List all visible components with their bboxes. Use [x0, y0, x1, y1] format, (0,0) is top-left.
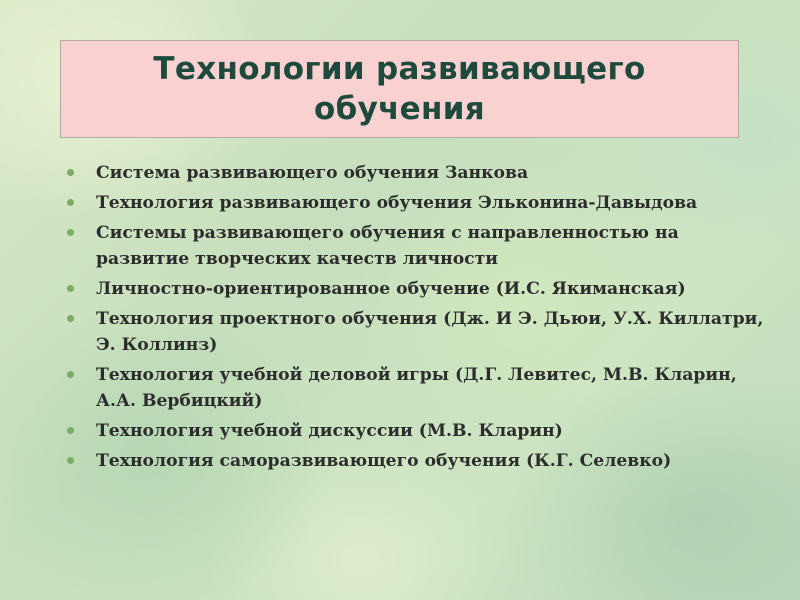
- list-item-text: Технология саморазвивающего обучения (К.Г. Селевко): [96, 451, 672, 471]
- list-item: [66, 160, 766, 186]
- slide-title-box: [60, 40, 739, 138]
- list-item-text: Личностно-ориентированное обучение (И.С. Якиманская): [96, 279, 686, 299]
- list-item-text: Технология учебной деловой игры (Д.Г. Левитес, М.В. Кларин, А.А. Вербицкий): [96, 365, 737, 411]
- list-item-text: Технология учебной дискуссии (М.В. Кларин): [96, 421, 563, 441]
- list-item: [66, 306, 766, 358]
- list-item: [66, 448, 766, 474]
- bullet-icon: [67, 285, 74, 292]
- bullet-icon: [67, 457, 74, 464]
- bullet-icon: [67, 169, 74, 176]
- bullet-list: [66, 160, 766, 478]
- list-item: [66, 418, 766, 444]
- list-item: [66, 190, 766, 216]
- list-item: [66, 276, 766, 302]
- bullet-icon: [67, 371, 74, 378]
- list-item: [66, 220, 766, 272]
- list-item-text: Технология развивающего обучения Эльконина-Давыдова: [96, 193, 698, 213]
- list-item-text: Системы развивающего обучения с направленностью на развитие творческих качеств личности: [96, 223, 679, 269]
- slide-title: Технологии развивающего обучения: [153, 51, 646, 127]
- list-item: [66, 362, 766, 414]
- list-item-text: Технология проектного обучения (Дж. И Э. Дьюи, У.Х. Киллатри, Э. Коллинз): [96, 309, 764, 355]
- bullet-icon: [67, 315, 74, 322]
- bullet-icon: [67, 199, 74, 206]
- list-item-text: Система развивающего обучения Занкова: [96, 163, 529, 183]
- bullet-icon: [67, 427, 74, 434]
- bullet-icon: [67, 229, 74, 236]
